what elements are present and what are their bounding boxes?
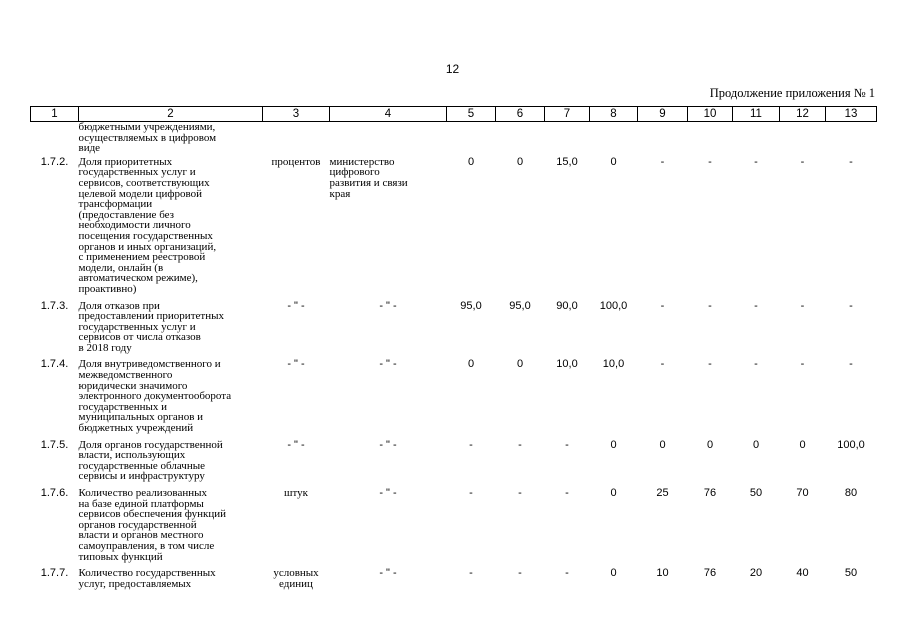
value-col-10: 76 (703, 567, 717, 580)
name-line: межведомственного (78, 369, 173, 382)
name-line: типовых функций (78, 550, 163, 563)
indicator-name (79, 568, 263, 589)
value-col-12: 40 (796, 567, 809, 580)
table-row (31, 488, 877, 568)
name-line: сервисы и инфраструктуру (78, 470, 205, 483)
name-line: модели, онлайн (в (78, 261, 164, 274)
value-col-8: 0 (610, 155, 617, 168)
col-header-1: 1 (31, 107, 79, 122)
resp-line: - " - (379, 299, 397, 312)
responsible-executor (330, 157, 447, 301)
value-col-11: - (754, 155, 758, 168)
table-row (31, 359, 877, 439)
name-line: осуществляемых в цифровом (78, 131, 217, 144)
name-line: государственных и (78, 400, 168, 413)
value-col-10: - (708, 299, 712, 312)
value-col-5: - (469, 567, 473, 580)
value-col-9: 10 (656, 567, 669, 580)
unit-of-measure (263, 359, 330, 439)
value-col-13: 50 (844, 567, 858, 580)
value-col-9: 0 (659, 438, 666, 451)
col-header-11: 11 (733, 107, 780, 122)
row-number: 1.7.7. (40, 567, 69, 580)
unit-line: - " - (287, 438, 305, 451)
unit-of-measure (263, 488, 330, 568)
value-col-12: 70 (796, 487, 809, 499)
name-line: (предоставление без (78, 208, 175, 221)
value-col-13 (826, 122, 877, 157)
indicator-name (79, 488, 263, 568)
name-line: услуг, предоставляемых (78, 577, 192, 590)
resp-line: развития и связи (329, 176, 408, 189)
value-col-13: - (849, 358, 853, 371)
value-col-5: - (469, 487, 473, 499)
indicator-name (79, 440, 263, 488)
value-col-11: - (754, 299, 758, 312)
col-header-4: 4 (330, 107, 447, 122)
value-col-8: 0 (610, 567, 617, 580)
value-col-7: - (565, 487, 569, 499)
name-line: органов и иных организаций, (78, 240, 217, 253)
col-header-7: 7 (545, 107, 590, 122)
name-line: бюджетными учреждениями, (78, 121, 216, 133)
value-col-10: 0 (706, 438, 714, 451)
value-col-5: - (469, 438, 473, 451)
col-header-13: 13 (826, 107, 877, 122)
value-col-7: - (565, 438, 569, 451)
responsible-executor (330, 359, 447, 439)
value-col-7 (545, 122, 590, 157)
value-col-8: 0 (610, 438, 617, 451)
value-col-6: 0 (516, 155, 524, 168)
unit-of-measure (263, 301, 330, 360)
name-line: Доля приоритетных (78, 155, 173, 168)
row-number: 1.7.3. (40, 299, 69, 312)
row-number: 1.7.2. (40, 155, 69, 168)
row-number: 1.7.5. (40, 438, 69, 451)
name-line: проактивно) (78, 282, 137, 295)
value-col-6: - (518, 438, 522, 451)
unit-line: единиц (279, 577, 313, 590)
table-row (31, 122, 877, 157)
page-number: 12 (445, 62, 460, 76)
name-line: сервисов обеспечения функций (78, 508, 227, 521)
responsible-executor (330, 122, 447, 157)
name-line: власти и органов местного (78, 529, 204, 542)
name-line: электронного документооборота (78, 390, 232, 403)
value-col-6 (496, 122, 545, 157)
indicator-name (79, 359, 263, 439)
value-col-7: 15,0 (556, 155, 578, 168)
name-line: предоставлении приоритетных (78, 310, 224, 323)
name-line: необходимости личного (78, 219, 191, 232)
name-line: органов государственной (78, 518, 197, 531)
value-col-13: - (849, 155, 853, 168)
indicator-name (79, 301, 263, 360)
value-col-11 (733, 122, 780, 157)
header-row (31, 107, 877, 122)
unit-of-measure (263, 157, 330, 301)
name-line: Доля внутриведомственного и (78, 358, 221, 371)
resp-line: - " - (379, 358, 397, 371)
value-col-9: 25 (656, 487, 669, 499)
name-line: целевой модели цифровой (78, 187, 203, 200)
value-col-12: - (800, 358, 805, 371)
responsible-executor (330, 568, 447, 589)
col-header-8: 8 (590, 107, 638, 122)
value-col-7: 10,0 (556, 358, 578, 371)
col-header-12: 12 (780, 107, 826, 122)
name-line: трансформации (78, 198, 153, 211)
name-line: на базе единой платформы (78, 497, 204, 510)
value-col-7: 90,0 (556, 299, 578, 312)
resp-line: края (329, 187, 351, 200)
value-col-11: 0 (752, 438, 760, 451)
name-line: в 2018 году (78, 341, 132, 354)
name-line: виде (78, 142, 101, 155)
col-header-2: 2 (79, 107, 263, 122)
value-col-10: - (708, 358, 712, 371)
name-line: с применением реестровой (78, 251, 206, 264)
resp-line: министерство (329, 155, 395, 168)
row-number: 1.7.4. (40, 358, 69, 371)
value-col-6: - (518, 567, 522, 580)
value-col-9: - (660, 358, 665, 371)
value-col-12 (780, 122, 826, 157)
unit-line: - " - (287, 299, 305, 312)
resp-line: - " - (379, 567, 397, 580)
value-col-12: - (800, 155, 805, 168)
table-row (31, 301, 877, 360)
table-row (31, 157, 877, 301)
value-col-13: 100,0 (837, 438, 865, 451)
name-line: власти, использующих (78, 449, 186, 462)
value-col-12: 0 (799, 438, 806, 451)
continuation-note: Продолжение приложения № 1 (709, 86, 875, 100)
value-col-10 (688, 122, 733, 157)
col-header-10: 10 (688, 107, 733, 122)
value-col-8 (590, 122, 638, 157)
unit-of-measure (263, 122, 330, 157)
resp-line: - " - (379, 487, 397, 499)
name-line: Доля отказов при (78, 299, 160, 312)
value-col-11: - (754, 358, 758, 371)
responsible-executor (330, 488, 447, 568)
responsible-executor (330, 301, 447, 360)
name-line: сервисов от числа отказов (78, 331, 201, 344)
name-line: автоматическом режиме), (78, 272, 198, 285)
unit-line: условных (273, 567, 319, 580)
indicators-table (30, 106, 877, 589)
col-header-5: 5 (447, 107, 496, 122)
name-line: Количество государственных (78, 567, 216, 580)
value-col-5: 0 (467, 358, 475, 371)
unit-of-measure (263, 440, 330, 488)
value-col-9: - (660, 299, 665, 312)
value-col-13: - (849, 299, 853, 312)
indicator-name (79, 122, 263, 157)
unit-line: штук (284, 487, 308, 499)
value-col-5: 95,0 (460, 299, 482, 312)
value-col-9: - (660, 155, 665, 168)
value-col-6: - (518, 487, 522, 499)
row-number (31, 122, 79, 157)
name-line: бюджетных учреждений (78, 422, 194, 435)
value-col-5 (447, 122, 496, 157)
col-header-3: 3 (263, 107, 330, 122)
table-row (31, 440, 877, 488)
table-body (31, 122, 877, 590)
value-col-12: - (800, 299, 805, 312)
value-col-7: - (565, 567, 569, 580)
value-col-8: 100,0 (599, 299, 628, 312)
name-line: юридически значимого (78, 379, 188, 392)
unit-line: процентов (271, 155, 321, 168)
value-col-6: 95,0 (509, 299, 531, 312)
name-line: государственные облачные (78, 459, 205, 472)
name-line: государственных услуг и (78, 320, 196, 333)
value-col-6: 0 (516, 358, 524, 371)
name-line: посещения государственных (78, 229, 213, 242)
col-header-6: 6 (496, 107, 545, 122)
unit-line: - " - (287, 358, 305, 371)
table-row (31, 568, 877, 589)
value-col-13: 80 (844, 487, 858, 499)
unit-of-measure (263, 568, 330, 589)
value-col-9 (638, 122, 688, 157)
responsible-executor (330, 440, 447, 488)
name-line: самоуправления, в том числе (78, 539, 215, 552)
value-col-5: 0 (467, 155, 475, 168)
value-col-11: 50 (749, 487, 763, 499)
name-line: муниципальных органов и (78, 411, 204, 424)
value-col-10: - (708, 155, 712, 168)
resp-line: цифрового (329, 166, 380, 179)
value-col-8: 0 (610, 487, 617, 499)
value-col-11: 20 (749, 567, 763, 580)
name-line: Доля органов государственной (78, 438, 223, 451)
col-header-9: 9 (638, 107, 688, 122)
name-line: сервисов, соответствующих (78, 176, 210, 189)
indicator-name (79, 157, 263, 301)
row-number: 1.7.6. (40, 487, 69, 499)
value-col-10: 76 (703, 487, 717, 499)
value-col-8: 10,0 (602, 358, 625, 371)
resp-line: - " - (379, 438, 397, 451)
name-line: государственных услуг и (78, 166, 196, 179)
name-line: Количество реализованных (78, 487, 208, 499)
